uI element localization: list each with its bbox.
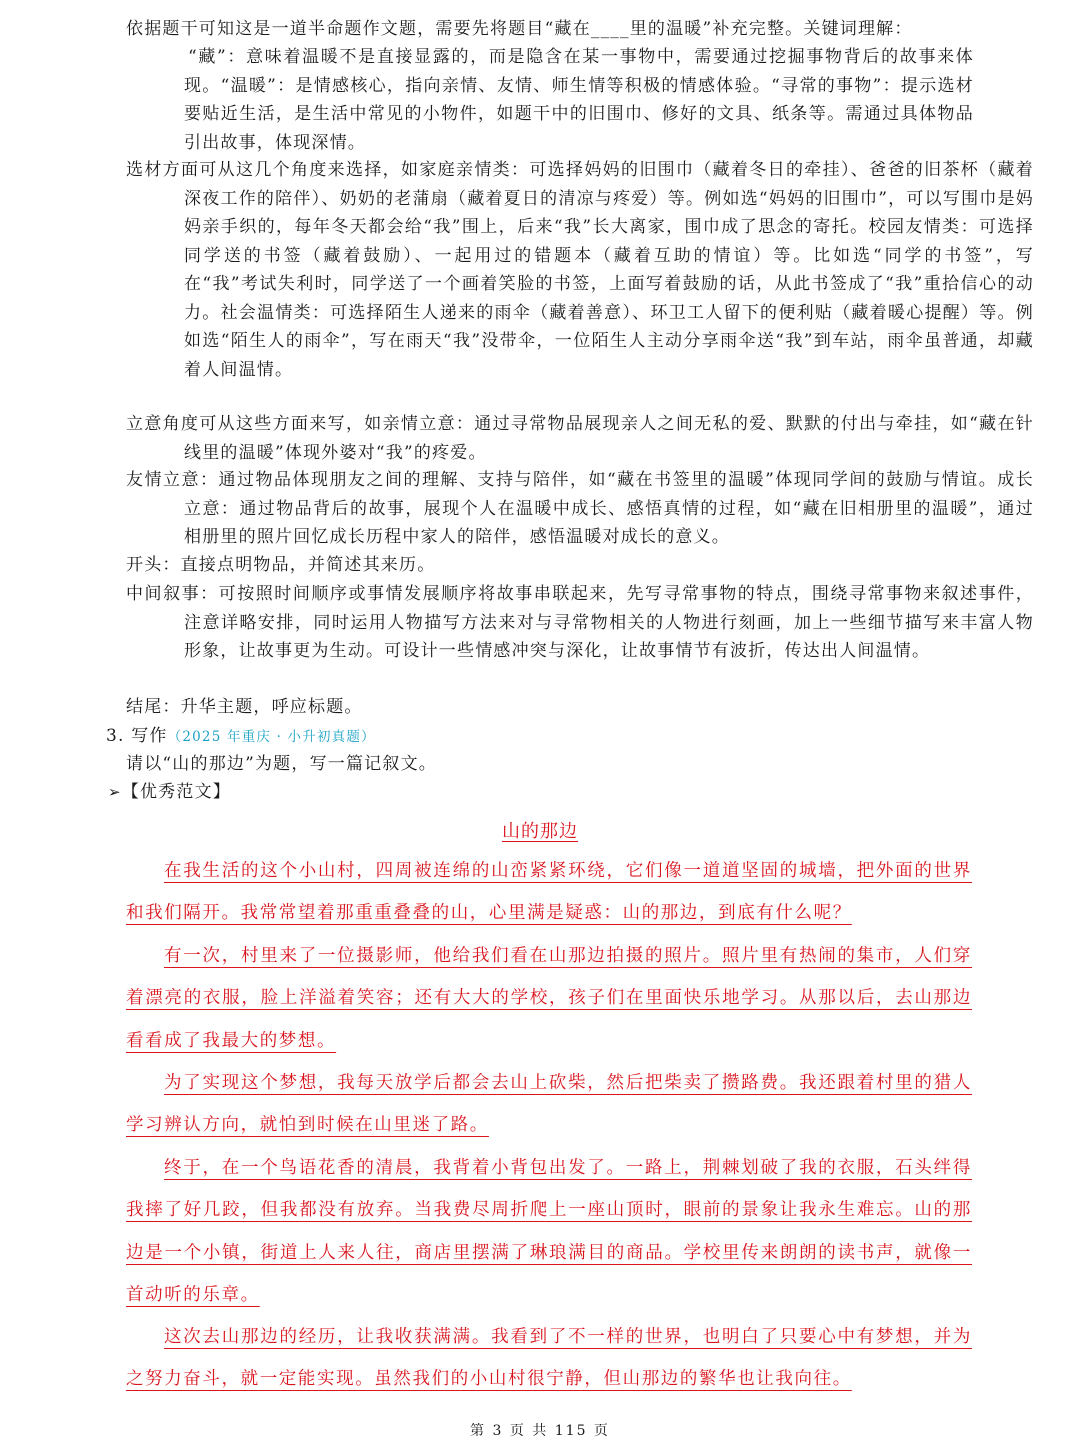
essay-paragraph: 为了实现这个梦想，我每天放学后都会去山上砍柴，然后把柴卖了攒路费。我还跟着村里的猎人学习辨认方向，就怕到时候在山里迷了路。 <box>126 1073 972 1136</box>
question-prompt: 请以“山的那边”为题，写一篇记叙文。 <box>126 754 437 774</box>
arrow-marker-icon: ➢ <box>108 783 122 801</box>
question-number: 3. <box>106 726 125 746</box>
page-number: 第 3 页 共 115 页 <box>470 1423 610 1439</box>
analysis-keywords: “藏”：意味着温暖不是直接显露的，而是隐含在某一事物中，需要通过挖掘事物背后的故事来体现。“温暖”：是情感核心，指向亲情、友情、师生情等积极的情感体验。“寻常的事物”：提示选材要贴近生活，是生活中常见的小物件，如题干中的旧围巾、修好的文具、纸条等。需通过具体物品引出故事，体现深情。 <box>184 47 974 153</box>
analysis-theme-family: 立意角度可从这些方面来写，如亲情立意：通过寻常物品展现亲人之间无私的爱、默默的付出与牵挂，如“藏在针线里的温暖”体现外婆对“我”的疼爱。 <box>126 414 1034 463</box>
essay-paragraph: 这次去山那边的经历，让我收获满满。我看到了不一样的世界，也明白了只要心中有梦想，并为之努力奋斗，就一定能实现。虽然我们的小山村很宁静，但山那边的繁华也让我向往。 <box>126 1327 972 1390</box>
analysis-ending: 结尾：升华主题，呼应标题。 <box>126 697 363 717</box>
question-header <box>106 722 976 752</box>
analysis-theme-friendship: 友情立意：通过物品体现朋友之间的理解、支持与陪伴，如“藏在书签里的温暖”体现同学间的鼓励与情谊。成长立意：通过物品背后的故事，展现个人在温暖中成长、感悟真情的过程，如“藏在旧相册里的温暖”，通过相册里的照片回忆成长历程中家人的陪伴，感悟温暖对成长的意义。 <box>126 470 1034 547</box>
analysis-intro: 依据题干可知这是一道半命题作文题，需要先将题目“藏在____里的温暖”补充完整。关键词理解： <box>126 19 913 39</box>
analysis-material: 选材方面可从这几个角度来选择，如家庭亲情类：可选择妈妈的旧围巾（藏着冬日的牵挂）、爸爸的旧茶杯（藏着深夜工作的陪伴）、奶奶的老蒲扇（藏着夏日的清凉与疼爱）等。例如选“妈妈的旧围巾”，可以写围巾是妈妈亲手织的，每年冬天都会给“我”围上，后来“我”长大离家，围巾成了思念的寄托。校园友情类：可选择同学送的书签（藏着鼓励）、一起用过的错题本（藏着互助的情谊）等。比如选“同学的书签”，写在“我”考试失利时，同学送了一个画着笑脸的书签，上面写着鼓励的话，从此书签成了“我”重拾信心的动力。社会温情类：可选择陌生人递来的雨伞（藏着善意）、环卫工人留下的便利贴（藏着暖心提醒）等。例如选“陌生人的雨伞”，写在雨天“我”没带伞，一位陌生人主动分享雨伞送“我”到车站，雨伞虽普通，却藏着人间温情。 <box>126 160 1034 380</box>
essay-paragraph: 有一次，村里来了一位摄影师，他给我们看在山那边拍摄的照片。照片里有热闹的集市，人们穿着漂亮的衣服，脸上洋溢着笑容；还有大大的学校，孩子们在里面快乐地学习。从那以后，去山那边看看成了我最大的梦想。 <box>126 946 972 1051</box>
question-source: （2025 年重庆 · 小升初真题） <box>167 729 376 745</box>
essay-paragraph: 在我生活的这个小山村，四周被连绵的山峦紧紧环绕，它们像一道道坚固的城墙，把外面的世界和我们隔开。我常常望着那重重叠叠的山，心里满是疑惑：山的那边，到底有什么呢？ <box>126 861 972 924</box>
sample-heading-label: 【优秀范文】 <box>121 782 231 802</box>
essay-title: 山的那边 <box>502 821 578 842</box>
analysis-opening: 开头：直接点明物品，并简述其来历。 <box>126 555 436 575</box>
analysis-narrative: 中间叙事：可按照时间顺序或事情发展顺序将故事串联起来，先写寻常事物的特点，围绕寻常事物来叙述事件，注意详略安排，同时运用人物描写方法来对与寻常物相关的人物进行刻画，加上一些细节描写来丰富人物形象，让故事更为生动。可设计一些情感冲突与深化，让故事情节有波折，传达出人间温情。 <box>126 584 1034 661</box>
essay-paragraph: 终于，在一个鸟语花香的清晨，我背着小背包出发了。一路上，荆棘划破了我的衣服，石头绊得我摔了好几跤，但我都没有放弃。当我费尽周折爬上一座山顶时，眼前的景象让我永生难忘。山的那边是一个小镇，街道上人来人往，商店里摆满了琳琅满目的商品。学校里传来朗朗的读书声，就像一首动听的乐章。 <box>126 1158 972 1306</box>
question-type: 写作 <box>131 726 168 746</box>
sample-heading <box>108 778 508 807</box>
